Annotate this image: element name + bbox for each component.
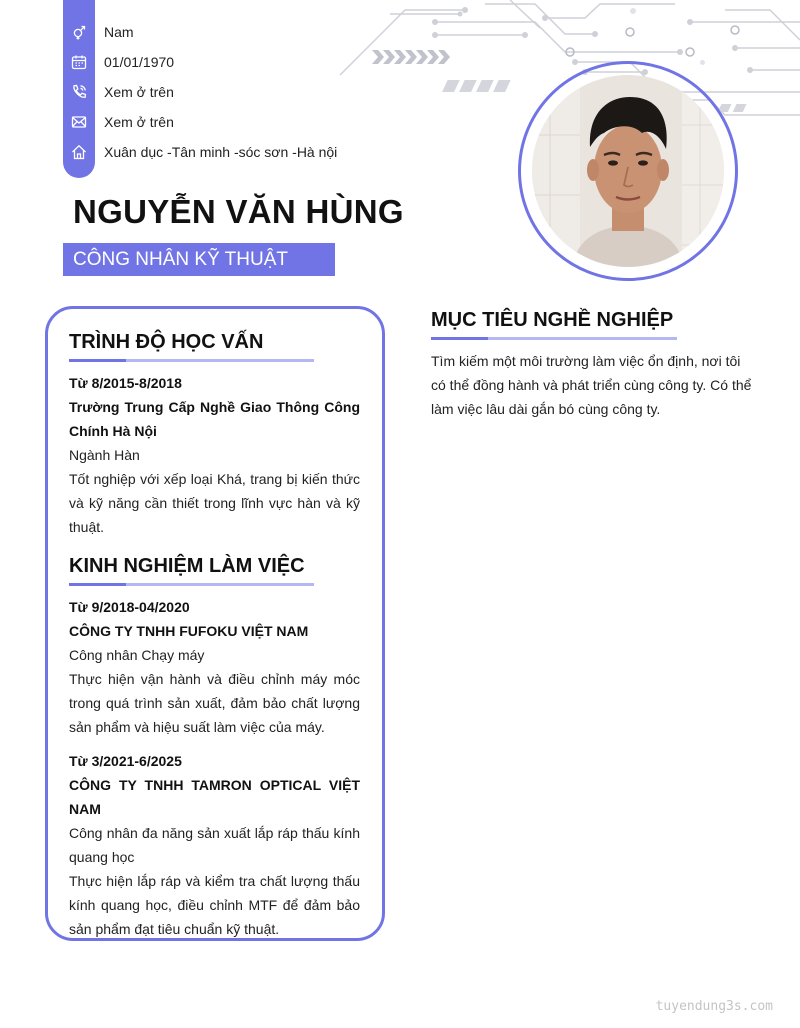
- education-item: [69, 371, 360, 539]
- objective-heading: MỤC TIÊU NGHỀ NGHIỆP: [431, 309, 674, 331]
- left-panel: [45, 306, 385, 941]
- experience-item: [69, 595, 360, 739]
- education-period: Từ 8/2015-8/2018: [69, 375, 182, 391]
- email-text: Xem ở trên: [104, 114, 174, 130]
- gender-text: Nam: [104, 24, 134, 40]
- job-description: Thực hiện vận hành và điều chỉnh máy móc trong quá trình sản xuất, đảm bảo chất lượng sản phẩm và hiệu suất làm việc của máy.: [69, 671, 360, 735]
- address-text: Xuân dục -Tân minh -sóc sơn -Hà nội: [104, 144, 338, 160]
- contact-birthdate: [63, 47, 337, 77]
- avatar: [532, 75, 724, 267]
- job-role: Công nhân đa năng sản xuất lắp ráp thấu kính quang học: [69, 825, 360, 865]
- candidate-name: NGUYỄN VĂN HÙNG: [73, 193, 404, 230]
- experience-item: [69, 749, 360, 941]
- education-heading: TRÌNH ĐỘ HỌC VẤN: [69, 331, 264, 353]
- education-major: Ngành Hàn: [69, 447, 140, 463]
- phone-text: Xem ở trên: [104, 84, 174, 100]
- phone-icon: [63, 77, 95, 107]
- education-school: Trường Trung Cấp Nghề Giao Thông Công Chính Hà Nội: [69, 399, 360, 439]
- objective-underline: [431, 337, 677, 340]
- job-company: CÔNG TY TNHH FUFOKU VIỆT NAM: [69, 623, 309, 639]
- contact-address: [63, 137, 337, 167]
- job-period: Từ 3/2021-6/2025: [69, 753, 182, 769]
- job-role: Công nhân Chạy máy: [69, 647, 205, 663]
- birthdate-text: 01/01/1970: [104, 54, 175, 70]
- position-band: [63, 243, 335, 276]
- job-company: CÔNG TY TNHH TAMRON OPTICAL VIỆT NAM: [69, 777, 360, 817]
- experience-underline: [69, 583, 314, 586]
- watermark: tuyendung3s.com: [655, 999, 773, 1014]
- experience-heading: KINH NGHIỆM LÀM VIỆC: [69, 555, 305, 577]
- job-description: Thực hiện lắp ráp và kiểm tra chất lượng thấu kính quang học, điều chỉnh MTF để đảm bảo sản phẩm đạt tiêu chuẩn kỹ thuật.: [69, 873, 360, 937]
- gender-icon: [63, 17, 95, 47]
- contact-phone: [63, 77, 337, 107]
- calendar-icon: [63, 47, 95, 77]
- contact-email: [63, 107, 337, 137]
- education-description: Tốt nghiệp với xếp loại Khá, trang bị kiến thức và kỹ năng cần thiết trong lĩnh vực hàn và kỹ thuật.: [69, 471, 360, 535]
- objective-text: Tìm kiếm một môi trường làm việc ổn định, nơi tôi có thể đồng hành và phát triển cùng công ty. Có thể làm việc lâu dài gắn bó cùng công ty.: [431, 353, 752, 417]
- mail-icon: [63, 107, 95, 137]
- position-title: CÔNG NHÂN KỸ THUẬT: [73, 248, 289, 270]
- contact-gender: [63, 17, 337, 47]
- home-icon: [63, 137, 95, 167]
- education-underline: [69, 359, 314, 362]
- job-period: Từ 9/2018-04/2020: [69, 599, 190, 615]
- objective-section: [431, 309, 752, 421]
- contact-info: [63, 17, 337, 167]
